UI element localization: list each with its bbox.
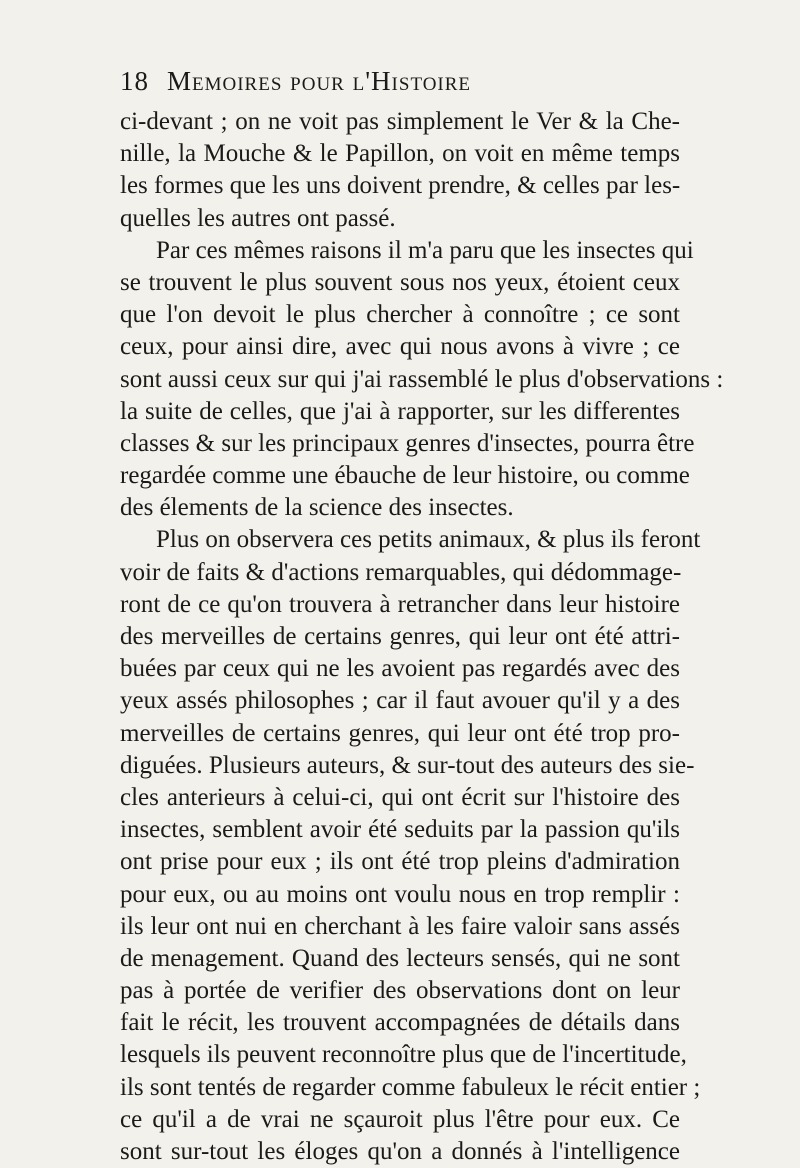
text-line: diguées. Plusieurs auteurs, & sur-tout des auteurs des sie- — [120, 751, 695, 779]
text-line: sont aussi ceux sur qui j'ai rassemblé le plus d'observations : — [120, 365, 724, 393]
text-line: quelles les autres ont passé. — [120, 204, 396, 232]
text-line: cles anterieurs à celui-ci, qui ont écrit sur l'histoire des — [120, 783, 680, 811]
text-line: Par ces mêmes raisons il m'a paru que les insectes qui — [156, 236, 694, 264]
text-line: des élements de la science des insectes. — [120, 494, 514, 522]
text-line: voir de faits & d'actions remarquables, qui dédommage- — [120, 558, 682, 586]
text-line: la suite de celles, que j'ai à rapporter, sur les differentes — [120, 397, 680, 425]
text-line: nille, la Mouche & le Papillon, on voit en même temps — [120, 140, 680, 168]
text-line: sont sur-tout les éloges qu'on a donnés à l'intelligence — [120, 1138, 680, 1165]
text-line: les formes que les uns doivent prendre, & celles par les- — [120, 172, 681, 200]
text-line: ils leur ont nui en cherchant à les faire valoir sans assés — [120, 912, 680, 940]
text-line: insectes, semblent avoir été seduits par la passion qu'ils — [120, 816, 680, 844]
text-line: ont prise pour eux ; ils ont été trop pleins d'admiration — [120, 848, 680, 876]
text-line: ils sont tentés de regarder comme fabuleux le récit entier ; — [120, 1073, 701, 1101]
text-line: classes & sur les principaux genres d'insectes, pourra être — [120, 429, 695, 457]
text-line: regardée comme une ébauche de leur histoire, ou comme — [120, 462, 690, 490]
text-line: des merveilles de certains genres, qui leur ont été attri- — [120, 623, 680, 650]
body-text — [120, 106, 724, 1168]
page-number: 18 — [120, 66, 149, 96]
text-line: de menagement. Quand des lecteurs sensés, qui ne sont — [120, 944, 680, 972]
text-line: se trouvent le plus souvent sous nos yeux, étoient ceux — [120, 268, 680, 296]
text-line: lesquels ils peuvent reconnoître plus que de l'incertitude, — [120, 1041, 687, 1069]
text-line: pas à portée de verifier des observations dont on leur — [120, 977, 680, 1005]
text-line: Plus on observera ces petits animaux, & plus ils feront — [156, 526, 701, 554]
text-line: ci-devant ; on ne voit pas simplement le Ver & la Che- — [120, 108, 680, 135]
text-line: ceux, pour ainsi dire, avec qui nous avons à vivre ; ce — [120, 333, 680, 361]
text-line: que l'on devoit le plus chercher à connoître ; ce sont — [120, 301, 680, 329]
running-title: Memoires pour l'Histoire — [167, 66, 472, 96]
running-head — [120, 66, 685, 106]
text-line: ront de ce qu'on trouvera à retrancher dans leur histoire — [120, 590, 680, 618]
text-line: yeux assés philosophes ; car il faut avouer qu'il y a des — [120, 687, 680, 715]
text-line: pour eux, ou au moins ont voulu nous en trop remplir : — [120, 880, 680, 908]
text-line: merveilles de certains genres, qui leur ont été trop pro- — [120, 719, 680, 747]
text-line: ce qu'il a de vrai ne sçauroit plus l'être pour eux. Ce — [120, 1105, 680, 1133]
text-line: buées par ceux qui ne les avoient pas regardés avec des — [120, 655, 680, 683]
text-line: fait le récit, les trouvent accompagnées de détails dans — [120, 1009, 680, 1037]
